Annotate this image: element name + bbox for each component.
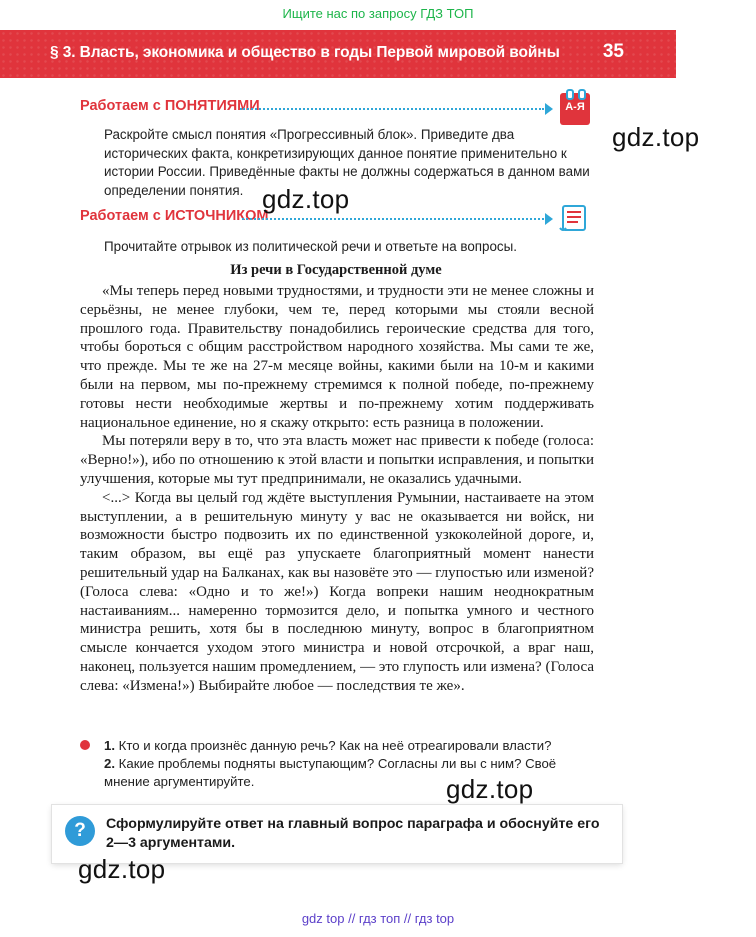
bottom-links[interactable]: gdz top // гдз топ // гдз top bbox=[301, 911, 455, 926]
question-item bbox=[104, 737, 594, 755]
source-arrow-icon bbox=[545, 213, 553, 225]
concepts-arrow-icon bbox=[545, 103, 553, 115]
ring-right bbox=[578, 89, 586, 100]
source-dotted-line bbox=[242, 218, 544, 220]
concepts-dotted-line bbox=[240, 108, 544, 110]
concepts-header bbox=[80, 98, 560, 120]
chapter-banner bbox=[0, 30, 676, 78]
dictionary-icon-label: А-Я bbox=[565, 101, 585, 113]
speech-paragraph: <...> Когда вы целый год ждёте выступления Румынии, настаиваете на этом выступлении, а в решительную минуту у вас не оказывается ни войск, ни возможности быстро подвозить их по единственной узкоколейной дороге, и, таким образом, вы ещё раз упускаете благоприятный момент нанести решительный удар на Балканах, как вы назовёте это — глупостью или изменой? (Голоса слева: «Одно и то же!») Когда вопреки нашим неоднократным настаиваниям... намеренно тормозится дело, и попытка умного и честного министра решить, хотя бы в последнюю минуту, вопрос в благоприятном смысле кончается уходом этого министра и новой отсрочкой, а враг наш, наконец, пользуется нашим промедлением, — это глупость или измена? (Голоса слева: «Измена!») Выбирайте любое — последствия те же». bbox=[80, 489, 594, 694]
questions-bullet-icon bbox=[80, 740, 90, 750]
question-text: Какие проблемы подняты выступающим? Согласны ли вы с ним? Своё мнение аргументируйте. bbox=[104, 756, 557, 789]
concepts-label: Работаем с ПОНЯТИЯМИ bbox=[80, 98, 260, 114]
speech-title: Из речи в Государственной думе bbox=[230, 262, 442, 278]
watermark: gdz.top bbox=[446, 774, 534, 804]
watermark: gdz.top bbox=[262, 184, 350, 214]
watermark: gdz.top bbox=[612, 122, 700, 152]
speech-paragraph: Мы потеряли веру в то, что эта власть может нас привести к победе (голоса: «Верно!»), ибо по отношению к этой власти и попытки исправления, и попытки улучшения, которые мы тут предпринимали, не оказались удачными. bbox=[80, 433, 594, 487]
question-mark-icon: ? bbox=[65, 816, 95, 846]
source-label: Работаем с ИСТОЧНИКОМ bbox=[80, 208, 269, 224]
watermark: gdz.top bbox=[78, 854, 166, 884]
dictionary-icon bbox=[560, 93, 590, 125]
page-number: 35 bbox=[602, 41, 624, 62]
speech-excerpt bbox=[80, 282, 594, 696]
scroll-icon bbox=[557, 203, 589, 233]
question-number: 1. bbox=[104, 738, 115, 753]
concepts-task: Раскройте смысл понятия «Прогрессивный блок». Приведите два исторических факта, конкретизирующих данное понятие применительно к истории России. Приведённые факты не должны содержаться в данном вами определении понятия. bbox=[104, 127, 590, 198]
chapter-title: § 3. Власть, экономика и общество в годы Первой мировой войны bbox=[50, 44, 560, 61]
speech-paragraph: «Мы теперь перед новыми трудностями, и трудности эти не менее сложны и серьёзны, не менее глубоки, чем те, перед которыми мы стояли весной прошлого года. Правительству понадобились героические средства для того, чтобы бороться с общим расстройством народного хозяйства. Мы сами те же, что прежде. Мы те же на 27-м месяце войны, какими были на 10-м и какими были на первом, мы по-прежнему стремимся к полной победе, по-прежнему готовы нести необходимые жертвы и по-прежнему хотим поддерживать национальное единение, но я скажу открыто: есть разница в положении. bbox=[80, 283, 594, 431]
question-number: 2. bbox=[104, 756, 115, 771]
ring-left bbox=[566, 89, 574, 100]
question-text: Кто и когда произнёс данную речь? Как на неё отреагировали власти? bbox=[118, 738, 552, 753]
source-task: Прочитайте отрывок из политической речи и ответьте на вопросы. bbox=[104, 239, 517, 254]
main-question-text: Сформулируйте ответ на главный вопрос параграфа и обоснуйте его 2—3 аргументами. bbox=[106, 816, 600, 851]
top-search-link[interactable]: Ищите нас по запросу ГДЗ ТОП bbox=[282, 6, 474, 21]
